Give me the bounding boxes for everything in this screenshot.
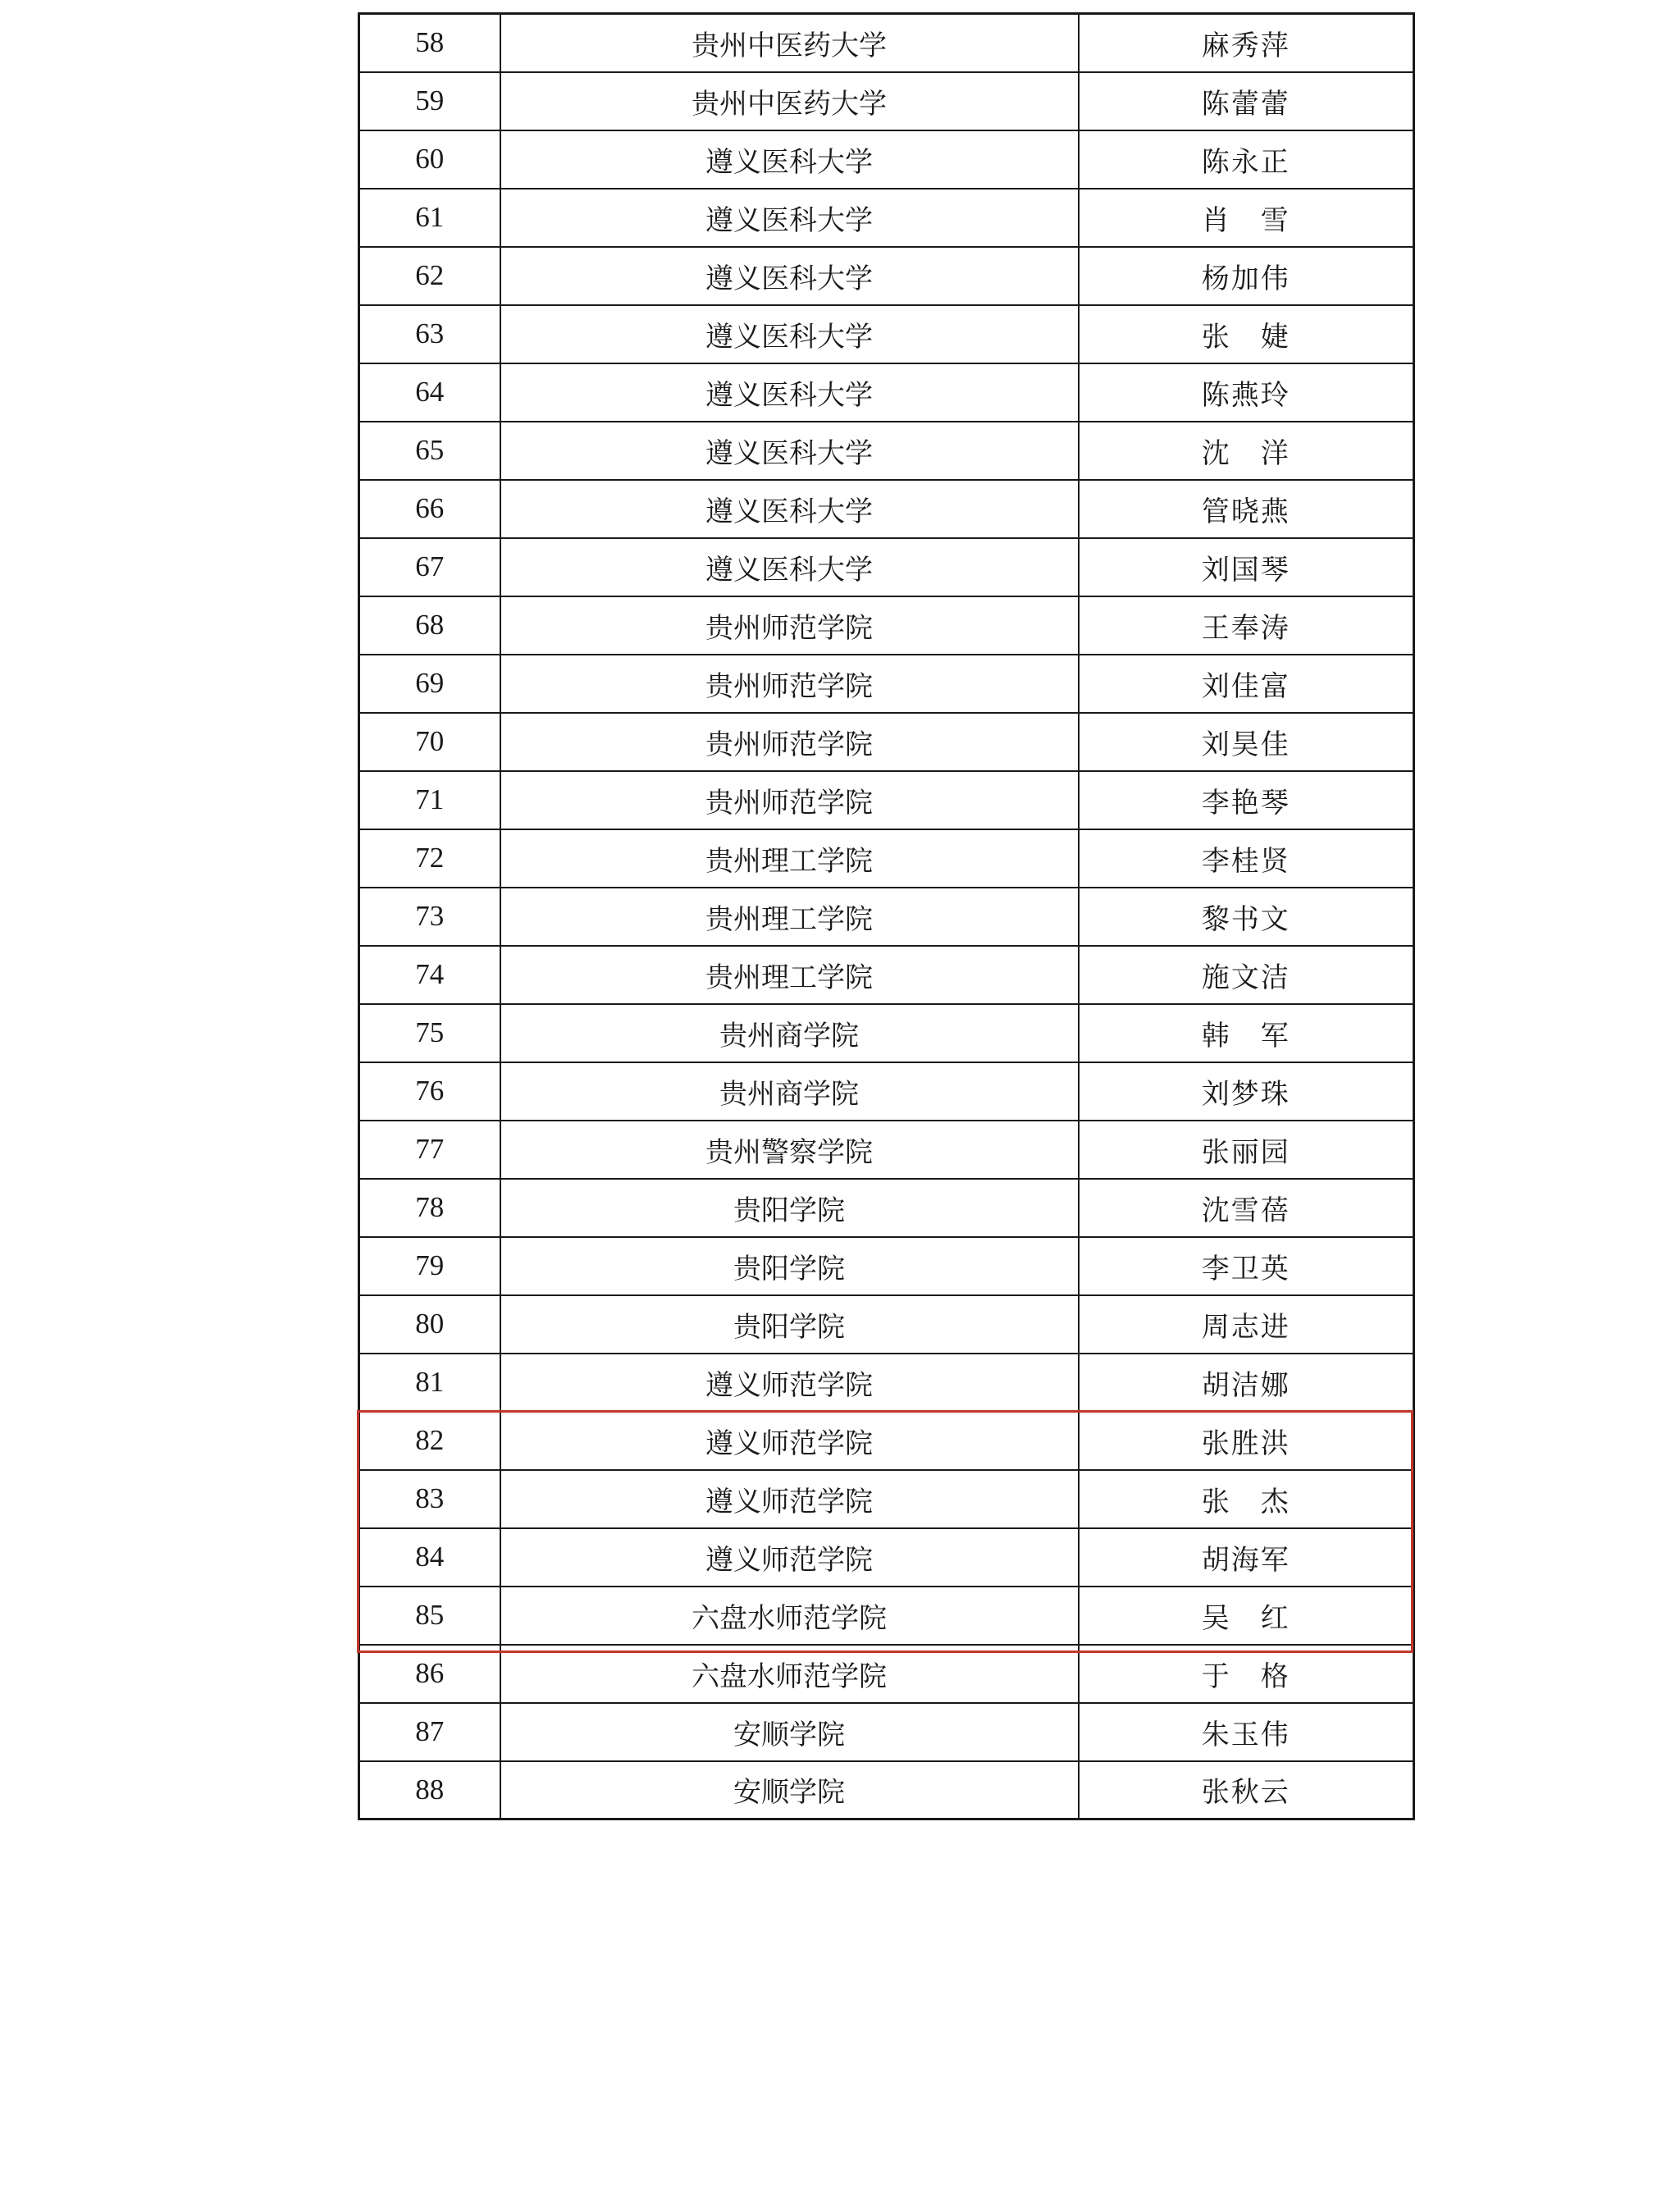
person-name-cell: 李艳琴	[1079, 771, 1414, 829]
school-cell: 遵义医科大学	[500, 538, 1079, 596]
row-number-cell: 67	[359, 538, 500, 596]
person-name-cell: 陈永正	[1079, 130, 1414, 189]
school-cell: 贵州理工学院	[500, 829, 1079, 888]
table-row	[359, 422, 1414, 480]
table-row	[359, 480, 1414, 538]
school-cell: 贵州中医药大学	[500, 14, 1079, 72]
row-number-cell: 70	[359, 713, 500, 771]
roster-table-container	[358, 12, 1413, 1820]
person-name-cell: 杨加伟	[1079, 247, 1414, 305]
table-row	[359, 130, 1414, 189]
person-name-cell: 胡洁娜	[1079, 1354, 1414, 1412]
person-name-cell: 肖 雪	[1079, 189, 1414, 247]
row-number-cell: 62	[359, 247, 500, 305]
school-cell: 遵义师范学院	[500, 1412, 1079, 1470]
person-name-cell: 陈燕玲	[1079, 363, 1414, 422]
row-number-cell: 58	[359, 14, 500, 72]
row-number-cell: 75	[359, 1004, 500, 1062]
table-row	[359, 1761, 1414, 1819]
school-cell: 六盘水师范学院	[500, 1645, 1079, 1703]
table-row	[359, 946, 1414, 1004]
school-cell: 贵州警察学院	[500, 1121, 1079, 1179]
row-number-cell: 69	[359, 655, 500, 713]
table-row	[359, 713, 1414, 771]
row-number-cell: 81	[359, 1354, 500, 1412]
table-row	[359, 363, 1414, 422]
school-cell: 贵州师范学院	[500, 771, 1079, 829]
school-cell: 遵义师范学院	[500, 1528, 1079, 1587]
school-cell: 遵义医科大学	[500, 422, 1079, 480]
person-name-cell: 张丽园	[1079, 1121, 1414, 1179]
row-number-cell: 84	[359, 1528, 500, 1587]
school-cell: 贵州师范学院	[500, 713, 1079, 771]
roster-table	[358, 12, 1415, 1820]
table-row	[359, 1295, 1414, 1354]
person-name-cell: 管晓燕	[1079, 480, 1414, 538]
table-row	[359, 72, 1414, 130]
person-name-cell: 张胜洪	[1079, 1412, 1414, 1470]
table-row	[359, 655, 1414, 713]
row-number-cell: 68	[359, 596, 500, 655]
row-number-cell: 73	[359, 888, 500, 946]
person-name-cell: 于 格	[1079, 1645, 1414, 1703]
row-number-cell: 66	[359, 480, 500, 538]
row-number-cell: 80	[359, 1295, 500, 1354]
row-number-cell: 63	[359, 305, 500, 363]
person-name-cell: 沈雪蓓	[1079, 1179, 1414, 1237]
school-cell: 遵义师范学院	[500, 1354, 1079, 1412]
table-row	[359, 1121, 1414, 1179]
row-number-cell: 76	[359, 1062, 500, 1121]
table-row	[359, 596, 1414, 655]
table-row	[359, 1062, 1414, 1121]
person-name-cell: 吴 红	[1079, 1587, 1414, 1645]
row-number-cell: 64	[359, 363, 500, 422]
table-row	[359, 829, 1414, 888]
table-row	[359, 305, 1414, 363]
table-row	[359, 1179, 1414, 1237]
row-number-cell: 88	[359, 1761, 500, 1819]
school-cell: 安顺学院	[500, 1761, 1079, 1819]
row-number-cell: 72	[359, 829, 500, 888]
person-name-cell: 张 杰	[1079, 1470, 1414, 1528]
school-cell: 贵州理工学院	[500, 888, 1079, 946]
school-cell: 贵州理工学院	[500, 946, 1079, 1004]
school-cell: 遵义医科大学	[500, 480, 1079, 538]
table-row	[359, 1470, 1414, 1528]
roster-table-body	[359, 14, 1414, 1819]
row-number-cell: 82	[359, 1412, 500, 1470]
table-row	[359, 1354, 1414, 1412]
school-cell: 贵阳学院	[500, 1179, 1079, 1237]
school-cell: 遵义医科大学	[500, 247, 1079, 305]
school-cell: 贵阳学院	[500, 1237, 1079, 1295]
table-row	[359, 1528, 1414, 1587]
school-cell: 遵义医科大学	[500, 363, 1079, 422]
table-row	[359, 1587, 1414, 1645]
row-number-cell: 79	[359, 1237, 500, 1295]
person-name-cell: 刘昊佳	[1079, 713, 1414, 771]
person-name-cell: 刘佳富	[1079, 655, 1414, 713]
school-cell: 贵州师范学院	[500, 596, 1079, 655]
school-cell: 贵州师范学院	[500, 655, 1079, 713]
school-cell: 遵义医科大学	[500, 305, 1079, 363]
school-cell: 遵义师范学院	[500, 1470, 1079, 1528]
school-cell: 贵阳学院	[500, 1295, 1079, 1354]
school-cell: 安顺学院	[500, 1703, 1079, 1761]
person-name-cell: 黎书文	[1079, 888, 1414, 946]
school-cell: 贵州商学院	[500, 1004, 1079, 1062]
table-row	[359, 247, 1414, 305]
person-name-cell: 胡海军	[1079, 1528, 1414, 1587]
school-cell: 六盘水师范学院	[500, 1587, 1079, 1645]
person-name-cell: 施文洁	[1079, 946, 1414, 1004]
row-number-cell: 77	[359, 1121, 500, 1179]
school-cell: 贵州商学院	[500, 1062, 1079, 1121]
table-row	[359, 189, 1414, 247]
table-row	[359, 1237, 1414, 1295]
person-name-cell: 周志进	[1079, 1295, 1414, 1354]
table-row	[359, 1703, 1414, 1761]
school-cell: 遵义医科大学	[500, 130, 1079, 189]
table-row	[359, 1645, 1414, 1703]
row-number-cell: 61	[359, 189, 500, 247]
person-name-cell: 李桂贤	[1079, 829, 1414, 888]
row-number-cell: 85	[359, 1587, 500, 1645]
table-row	[359, 1004, 1414, 1062]
row-number-cell: 83	[359, 1470, 500, 1528]
table-row	[359, 888, 1414, 946]
school-cell: 贵州中医药大学	[500, 72, 1079, 130]
row-number-cell: 65	[359, 422, 500, 480]
row-number-cell: 87	[359, 1703, 500, 1761]
row-number-cell: 60	[359, 130, 500, 189]
person-name-cell: 沈 洋	[1079, 422, 1414, 480]
person-name-cell: 陈蕾蕾	[1079, 72, 1414, 130]
school-cell: 遵义医科大学	[500, 189, 1079, 247]
table-row	[359, 14, 1414, 72]
table-row	[359, 1412, 1414, 1470]
person-name-cell: 麻秀萍	[1079, 14, 1414, 72]
row-number-cell: 86	[359, 1645, 500, 1703]
table-row	[359, 538, 1414, 596]
person-name-cell: 张 婕	[1079, 305, 1414, 363]
person-name-cell: 李卫英	[1079, 1237, 1414, 1295]
row-number-cell: 78	[359, 1179, 500, 1237]
table-row	[359, 771, 1414, 829]
person-name-cell: 王奉涛	[1079, 596, 1414, 655]
row-number-cell: 71	[359, 771, 500, 829]
row-number-cell: 74	[359, 946, 500, 1004]
person-name-cell: 韩 军	[1079, 1004, 1414, 1062]
person-name-cell: 朱玉伟	[1079, 1703, 1414, 1761]
person-name-cell: 张秋云	[1079, 1761, 1414, 1819]
person-name-cell: 刘国琴	[1079, 538, 1414, 596]
row-number-cell: 59	[359, 72, 500, 130]
person-name-cell: 刘梦珠	[1079, 1062, 1414, 1121]
